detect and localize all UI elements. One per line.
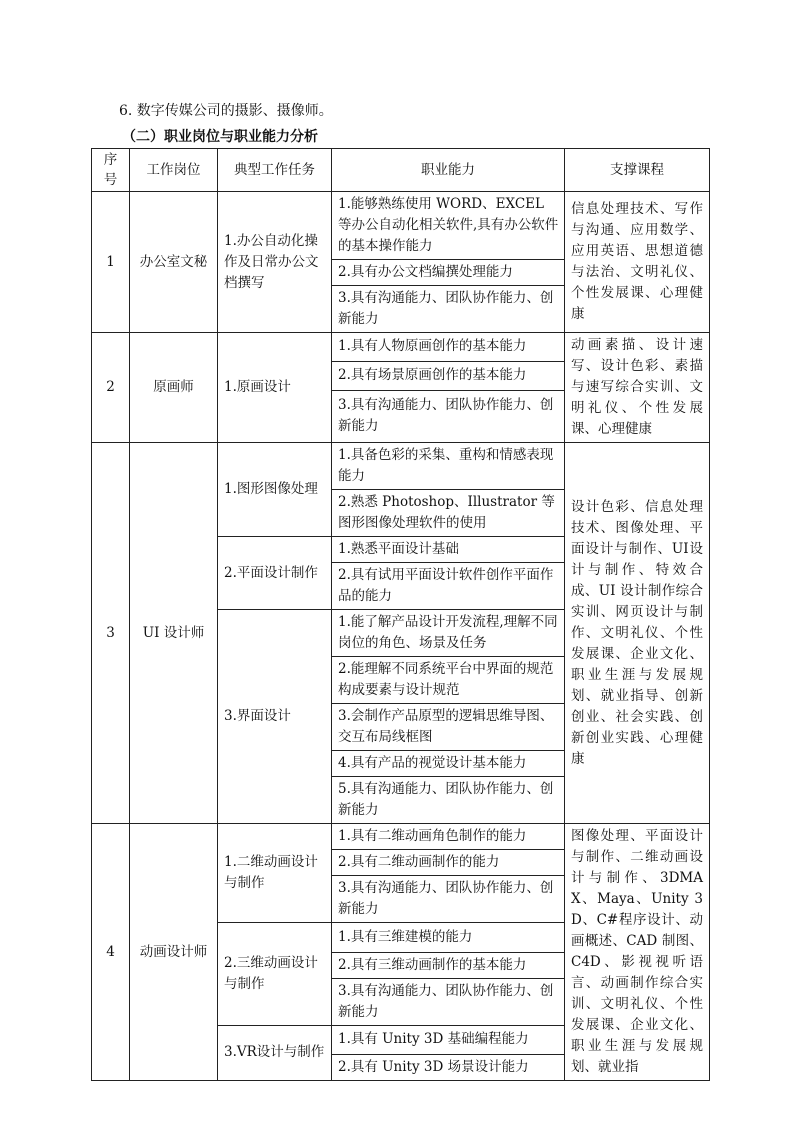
header-num: 序号 <box>92 149 130 192</box>
header-ability: 职业能力 <box>332 149 565 192</box>
work-task: 3.界面设计 <box>218 610 332 824</box>
ability-item: 4.具有产品的视觉设计基本能力 <box>332 751 565 777</box>
work-task: 1.二维动画设计与制作 <box>218 824 332 923</box>
ability-item: 2.具有 Unity 3D 场景设计能力 <box>332 1055 565 1081</box>
row-number: 4 <box>92 824 130 1081</box>
ability-item: 2.能理解不同系统平台中界面的规范构成要素与设计规范 <box>332 657 565 704</box>
table-row <box>92 192 710 260</box>
supporting-courses: 动画素描、设计速写、设计色彩、素描与速写综合实训、文明礼仪、个性发展课、心理健康 <box>565 333 710 443</box>
ability-item: 1.具有二维动画角色制作的能力 <box>332 824 565 850</box>
job-position: UI 设计师 <box>130 443 218 824</box>
ability-item: 3.具有沟通能力、团队协作能力、创新能力 <box>332 286 565 333</box>
job-position: 动画设计师 <box>130 824 218 1081</box>
supporting-courses: 图像处理、平面设计与制作、二维动画设计与制作、3DMAX、Maya、Unity 3D、C#程序设计、动画概述、CAD 制图、C4D、影视视听语言、动画制作综合实训、文明礼仪、个性发展课、企业文化、职业生涯与发展规划、就业指 <box>565 824 710 1081</box>
ability-item: 1.能了解产品设计开发流程,理解不同岗位的角色、场景及任务 <box>332 610 565 657</box>
row-number: 1 <box>92 192 130 333</box>
ability-item: 1.具有三维建模的能力 <box>332 923 565 953</box>
work-task: 1.办公自动化操作及日常办公文档撰写 <box>218 192 332 333</box>
job-position: 原画师 <box>130 333 218 443</box>
ability-item: 3.具有沟通能力、团队协作能力、创新能力 <box>332 390 565 442</box>
ability-item: 2.具有二维动画制作的能力 <box>332 850 565 876</box>
job-position: 办公室文秘 <box>130 192 218 333</box>
row-number: 3 <box>92 443 130 824</box>
work-task: 3.VR设计与制作 <box>218 1025 332 1081</box>
table-row <box>92 443 710 490</box>
ability-item: 1.能够熟练使用 WORD、EXCEL 等办公自动化相关软件,具有办公软件的基本操作能力 <box>332 192 565 260</box>
section-heading: （二）职业岗位与职业能力分析 <box>122 129 318 145</box>
ability-item: 5.具有沟通能力、团队协作能力、创新能力 <box>332 777 565 824</box>
supporting-courses: 信息处理技术、写作与沟通、应用数学、应用英语、思想道德与法治、文明礼仪、个性发展课、心理健康 <box>565 192 710 333</box>
header-position: 工作岗位 <box>130 149 218 192</box>
ability-item: 1.具备色彩的采集、重构和情感表现能力 <box>332 443 565 490</box>
row-number: 2 <box>92 333 130 443</box>
work-task: 1.原画设计 <box>218 333 332 443</box>
ability-item: 2.熟悉 Photoshop、Illustrator 等图形图像处理软件的使用 <box>332 490 565 537</box>
ability-item: 3.具有沟通能力、团队协作能力、创新能力 <box>332 876 565 923</box>
supporting-courses: 设计色彩、信息处理技术、图像处理、平面设计与制作、UI设计与制作、特效合成、UI 设计制作综合实训、网页设计与制作、文明礼仪、个性发展课、企业文化、职业生涯与发展规划、就业指导、创新创业、社会实践、创新创业实践、心理健康 <box>565 443 710 824</box>
work-task: 2.三维动画设计与制作 <box>218 923 332 1026</box>
career-ability-table <box>91 148 710 1081</box>
ability-item: 1.熟悉平面设计基础 <box>332 537 565 563</box>
ability-item: 2.具有场景原画创作的基本能力 <box>332 361 565 390</box>
work-task: 1.图形图像处理 <box>218 443 332 537</box>
ability-item: 1.具有 Unity 3D 基础编程能力 <box>332 1025 565 1055</box>
intro-text: 6. 数字传媒公司的摄影、摄像师。 <box>119 103 333 119</box>
ability-item: 3.具有沟通能力、团队协作能力、创新能力 <box>332 978 565 1025</box>
ability-item: 2.具有办公文档编撰处理能力 <box>332 260 565 286</box>
table-row <box>92 824 710 850</box>
table-row <box>92 333 710 362</box>
ability-item: 1.具有人物原画创作的基本能力 <box>332 333 565 362</box>
ability-item: 2.具有三维动画制作的基本能力 <box>332 952 565 978</box>
table-header-row <box>92 149 710 192</box>
header-task: 典型工作任务 <box>218 149 332 192</box>
ability-item: 2.具有试用平面设计软件创作平面作品的能力 <box>332 563 565 610</box>
ability-item: 3.会制作产品原型的逻辑思维导图、交互布局线框图 <box>332 704 565 751</box>
header-courses: 支撑课程 <box>565 149 710 192</box>
work-task: 2.平面设计制作 <box>218 537 332 610</box>
